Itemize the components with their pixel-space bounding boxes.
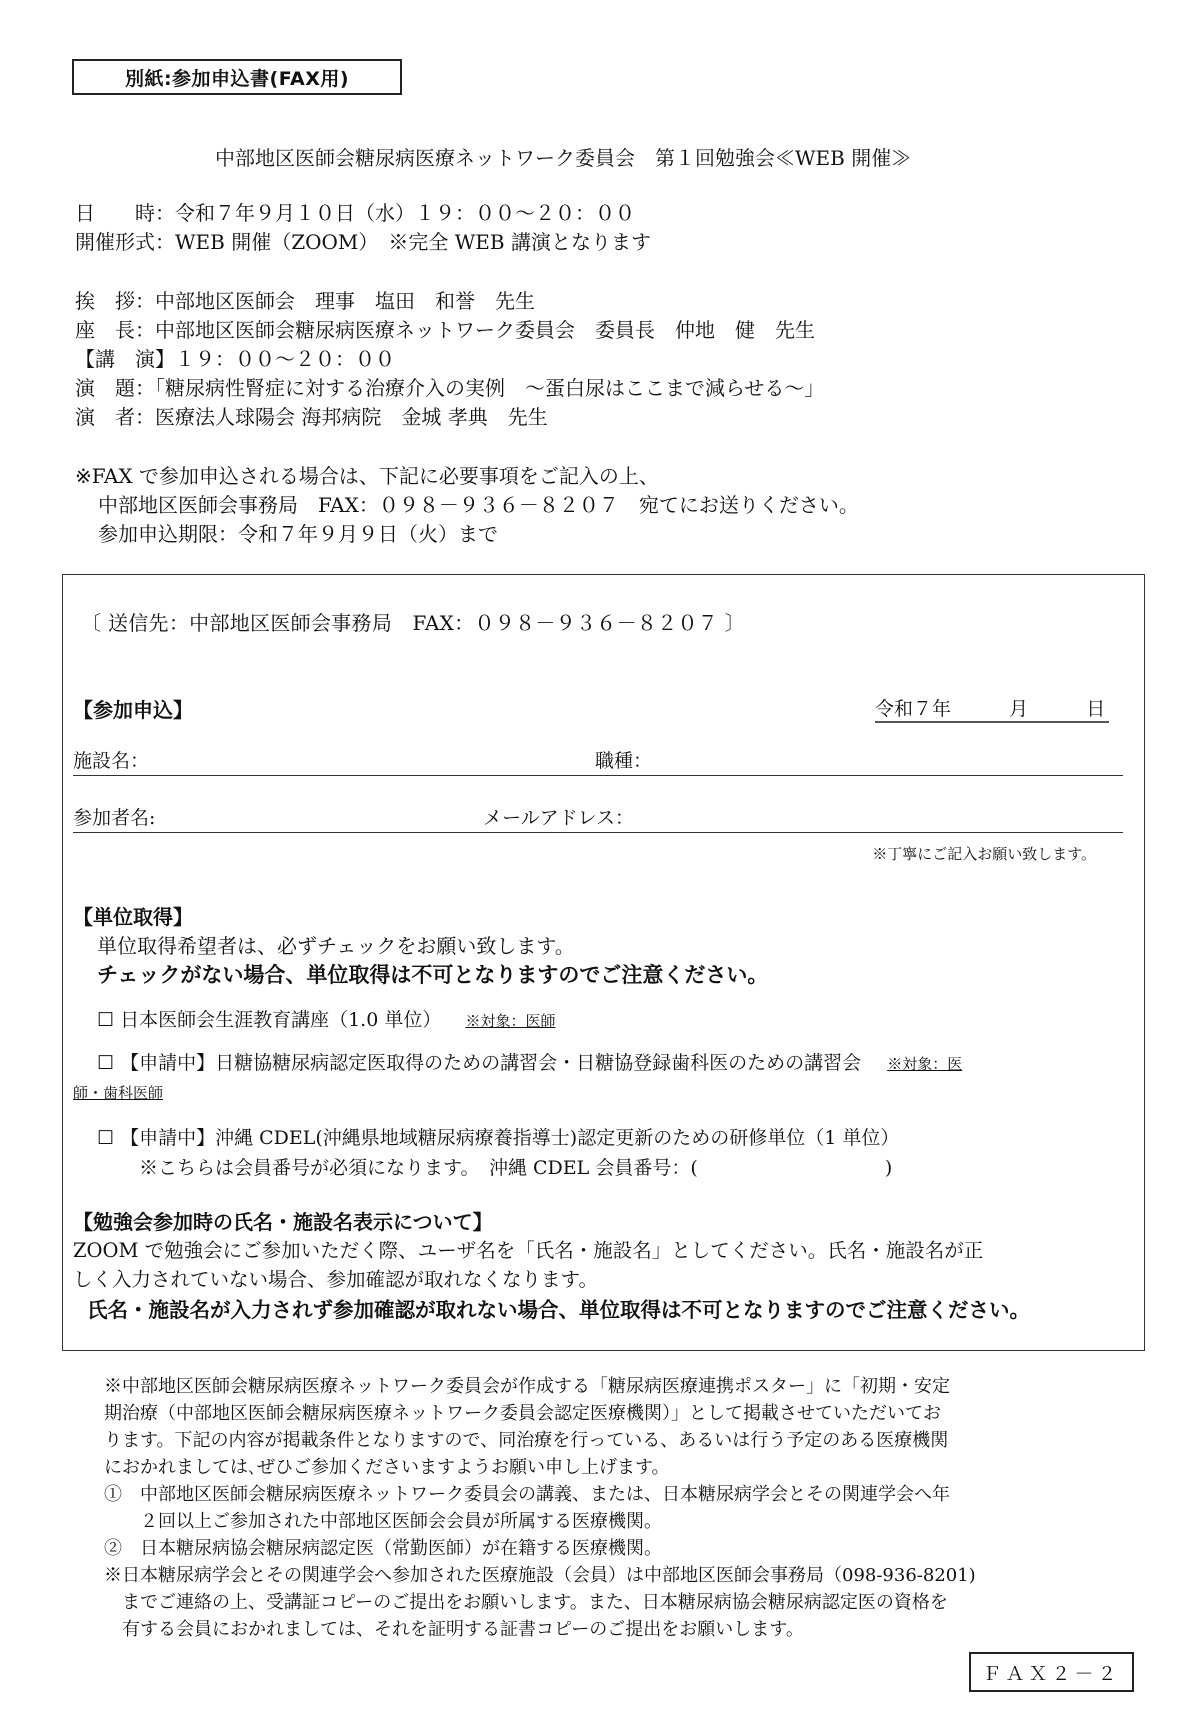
application-deadline: 参加申込期限：令和７年９月９日（火）まで [98, 522, 498, 546]
send-to-header: 〔 送信先：中部地区医師会事務局 FAX：０９８－９３６－８２０７ 〕 [81, 611, 746, 635]
application-form [62, 574, 1145, 1351]
facility-name-field[interactable] [168, 749, 578, 773]
facility-occupation-row [73, 745, 1123, 776]
participant-name-field[interactable] [173, 806, 473, 830]
lecture-speaker: 演 者：医療法人球陽会 海邦病院 金城 孝典 先生 [75, 405, 548, 429]
cdel-member-number-row [139, 1153, 892, 1180]
credit-item-jma [97, 1005, 555, 1032]
participant-email-row [73, 802, 1123, 833]
date-era-year: 令和７年 [875, 698, 952, 720]
display-name-text-1: ZOOM で勉強会にご参加いただく際、ユーザ名を「氏名・施設名」としてください。氏名・施設名が正 [73, 1239, 984, 1262]
condition-1: ① 中部地区医師会糖尿病医療ネットワーク委員会の講義、または、日本糖尿病学会とその関連学会へ年 [104, 1484, 950, 1505]
credit-item-jadec-cont [73, 1081, 163, 1103]
display-name-heading: 【勉強会参加時の氏名・施設名表示について】 [73, 1210, 493, 1234]
facility-name-label: 施設名： [73, 750, 150, 772]
footnote-contact-cont: までご連絡の上、受講証コピーのご提出をお願いします。また、日本糖尿病協会糖尿病認定医の資格を [104, 1592, 948, 1613]
event-title: 中部地区医師会糖尿病医療ネットワーク委員会 第１回勉強会≪WEB 開催≫ [215, 146, 912, 170]
email-label: メールアドレス： [483, 807, 635, 829]
condition-2: ② 日本糖尿病協会糖尿病認定医（常勤医師）が在籍する医療機関。 [104, 1538, 662, 1559]
date-month-label: 月 [1009, 698, 1029, 720]
fax-notice-line1: ※FAX で参加申込される場合は、下記に必要事項をご記入の上、 [75, 464, 659, 488]
footnote-line: ※中部地区医師会糖尿病医療ネットワーク委員会が作成する「糖尿病医療連携ポスター」に「初期・安定 [104, 1376, 950, 1397]
fax-notice-line2: 中部地区医師会事務局 FAX：０９８－９３６－８２０７ 宛てにお送りください。 [98, 493, 859, 517]
lecture-title: 演 題：「糖尿病性腎症に対する治療介入の実例 ～蛋白尿はここまで減らせる～」 [75, 376, 825, 400]
event-chair: 座 長：中部地区医師会糖尿病医療ネットワーク委員会 委員長 仲地 健 先生 [75, 318, 815, 342]
date-field[interactable] [875, 694, 1109, 723]
apply-heading: 【参加申込】 [73, 698, 193, 722]
careful-fill-note: ※丁寧にご記入お願い致します。 [872, 845, 1096, 863]
checkbox-jadec[interactable]: ☐ [97, 1052, 115, 1074]
participant-name-label: 参加者名: [73, 807, 156, 829]
email-field[interactable] [653, 806, 1113, 830]
display-name-text-2: しく入力されていない場合、参加確認が取れなくなります。 [73, 1268, 598, 1291]
credit-item-label: 日本医師会生涯教育講座（1.0 単位） [120, 1009, 442, 1031]
cdel-member-close: ) [884, 1157, 893, 1179]
checkbox-jma[interactable]: ☐ [97, 1009, 115, 1031]
credit-item-label: 【申請中】日糖協糖尿病認定医取得のための講習会・日糖協登録歯科医のための講習会 [120, 1052, 862, 1074]
credit-item-cdel [97, 1123, 899, 1150]
display-name-warning: 氏名・施設名が入力されず参加確認が取れない場合、単位取得は不可となりますのでご注意ください。 [87, 1298, 1030, 1322]
attachment-label: 別紙:参加申込書(FAX用) [72, 59, 402, 95]
footnote-contact-cont: 有する会員におかれましては、それを証明する証書コピーのご提出をお願いします。 [104, 1619, 804, 1640]
footnote-line: ります。下記の内容が掲載条件となりますので、同治療を行っている、あるいは行う予定のある医療機関 [104, 1430, 949, 1451]
lecture-time: 【講 演】１９：００～２０：００ [75, 347, 395, 371]
page-label: ＦＡＸ２－２ [969, 1652, 1134, 1692]
target-note: ※対象：医師 [465, 1012, 556, 1030]
credit-instruction: 単位取得希望者は、必ずチェックをお願い致します。 [97, 934, 575, 958]
target-note: ※対象：医 [887, 1055, 963, 1073]
cdel-member-note: ※こちらは会員番号が必須になります。 沖縄 CDEL 会員番号：( [139, 1157, 698, 1179]
event-datetime: 日 時：令和７年９月１０日（水）１９：００～２０：００ [75, 201, 635, 225]
occupation-field[interactable] [665, 749, 1115, 773]
checkbox-cdel[interactable]: ☐ [97, 1127, 115, 1149]
event-greeting: 挨 拶：中部地区医師会 理事 塩田 和誉 先生 [75, 289, 535, 313]
date-day-label: 日 [1086, 698, 1106, 720]
footnote-line: におかれましては､ぜひご参加くださいますようお願い申し上げます。 [104, 1457, 670, 1478]
condition-1-cont: ２回以上ご参加された中部地区医師会会員が所属する医療機関。 [104, 1511, 662, 1532]
target-note-cont: 師・歯科医師 [73, 1084, 164, 1102]
credit-item-jadec [97, 1048, 962, 1075]
occupation-label: 職種： [595, 750, 653, 772]
footnote-line: 期治療（中部地区医師会糖尿病医療ネットワーク委員会認定医療機関）」として掲載させていただいてお [104, 1403, 941, 1424]
footnote-contact: ※日本糖尿病学会とその関連学会へ参加された医療施設（会員）は中部地区医師会事務局（098-936-8201) [104, 1565, 976, 1586]
credit-heading: 【単位取得】 [73, 905, 193, 929]
event-format: 開催形式：WEB 開催（ZOOM） ※完全 WEB 講演となります [75, 230, 651, 254]
credit-warning: チェックがない場合、単位取得は不可となりますのでご注意ください。 [97, 962, 769, 987]
credit-item-label: 【申請中】沖縄 CDEL(沖縄県地域糖尿病療養指導士)認定更新のための研修単位（1 単位） [120, 1127, 900, 1149]
